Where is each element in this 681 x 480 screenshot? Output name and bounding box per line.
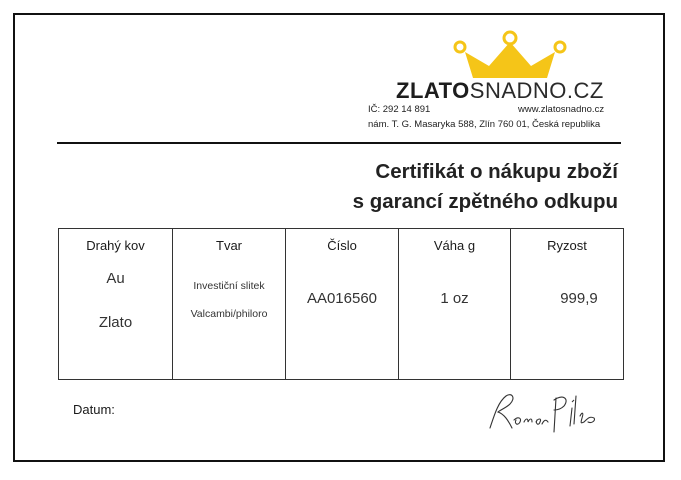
company-address: nám. T. G. Masaryka 588, Zlín 760 01, Česká republika — [368, 119, 601, 130]
brand-name-bold: ZLATO — [396, 78, 470, 103]
fineness-value: 999,9 — [560, 290, 598, 307]
metal-symbol: Au — [106, 270, 125, 287]
signature-image — [484, 388, 608, 440]
header-fineness: Ryzost — [547, 238, 587, 253]
metal-column — [59, 229, 173, 380]
shape-line2: Valcambi/philoro — [190, 308, 268, 320]
certificate-number: AA016560 — [306, 290, 378, 307]
header-divider — [57, 142, 621, 144]
number-column — [286, 229, 399, 380]
date-label: Datum: — [73, 402, 115, 417]
certificate-table — [58, 228, 624, 380]
header-metal: Drahý kov — [86, 238, 145, 253]
crown-logo-icon — [451, 30, 569, 80]
shape-line1: Investiční slitek — [193, 280, 265, 292]
header-shape: Tvar — [216, 238, 242, 253]
company-ic: IČ: 292 14 891 — [368, 104, 431, 115]
fineness-column — [511, 229, 624, 380]
shape-column — [173, 229, 286, 380]
header-number: Číslo — [327, 238, 357, 253]
brand-name — [396, 78, 604, 104]
certificate-title-line2: s garancí zpětného odkupu — [352, 190, 618, 213]
certificate-title-line1: Certifikát o nákupu zboží — [375, 160, 618, 183]
weight-value: 1 oz — [440, 290, 469, 307]
metal-name: Zlato — [98, 314, 133, 331]
header-weight: Váha g — [433, 238, 476, 253]
company-website: www.zlatosnadno.cz — [518, 104, 605, 115]
weight-column — [399, 229, 511, 380]
brand-name-rest: SNADNO.CZ — [469, 78, 604, 103]
